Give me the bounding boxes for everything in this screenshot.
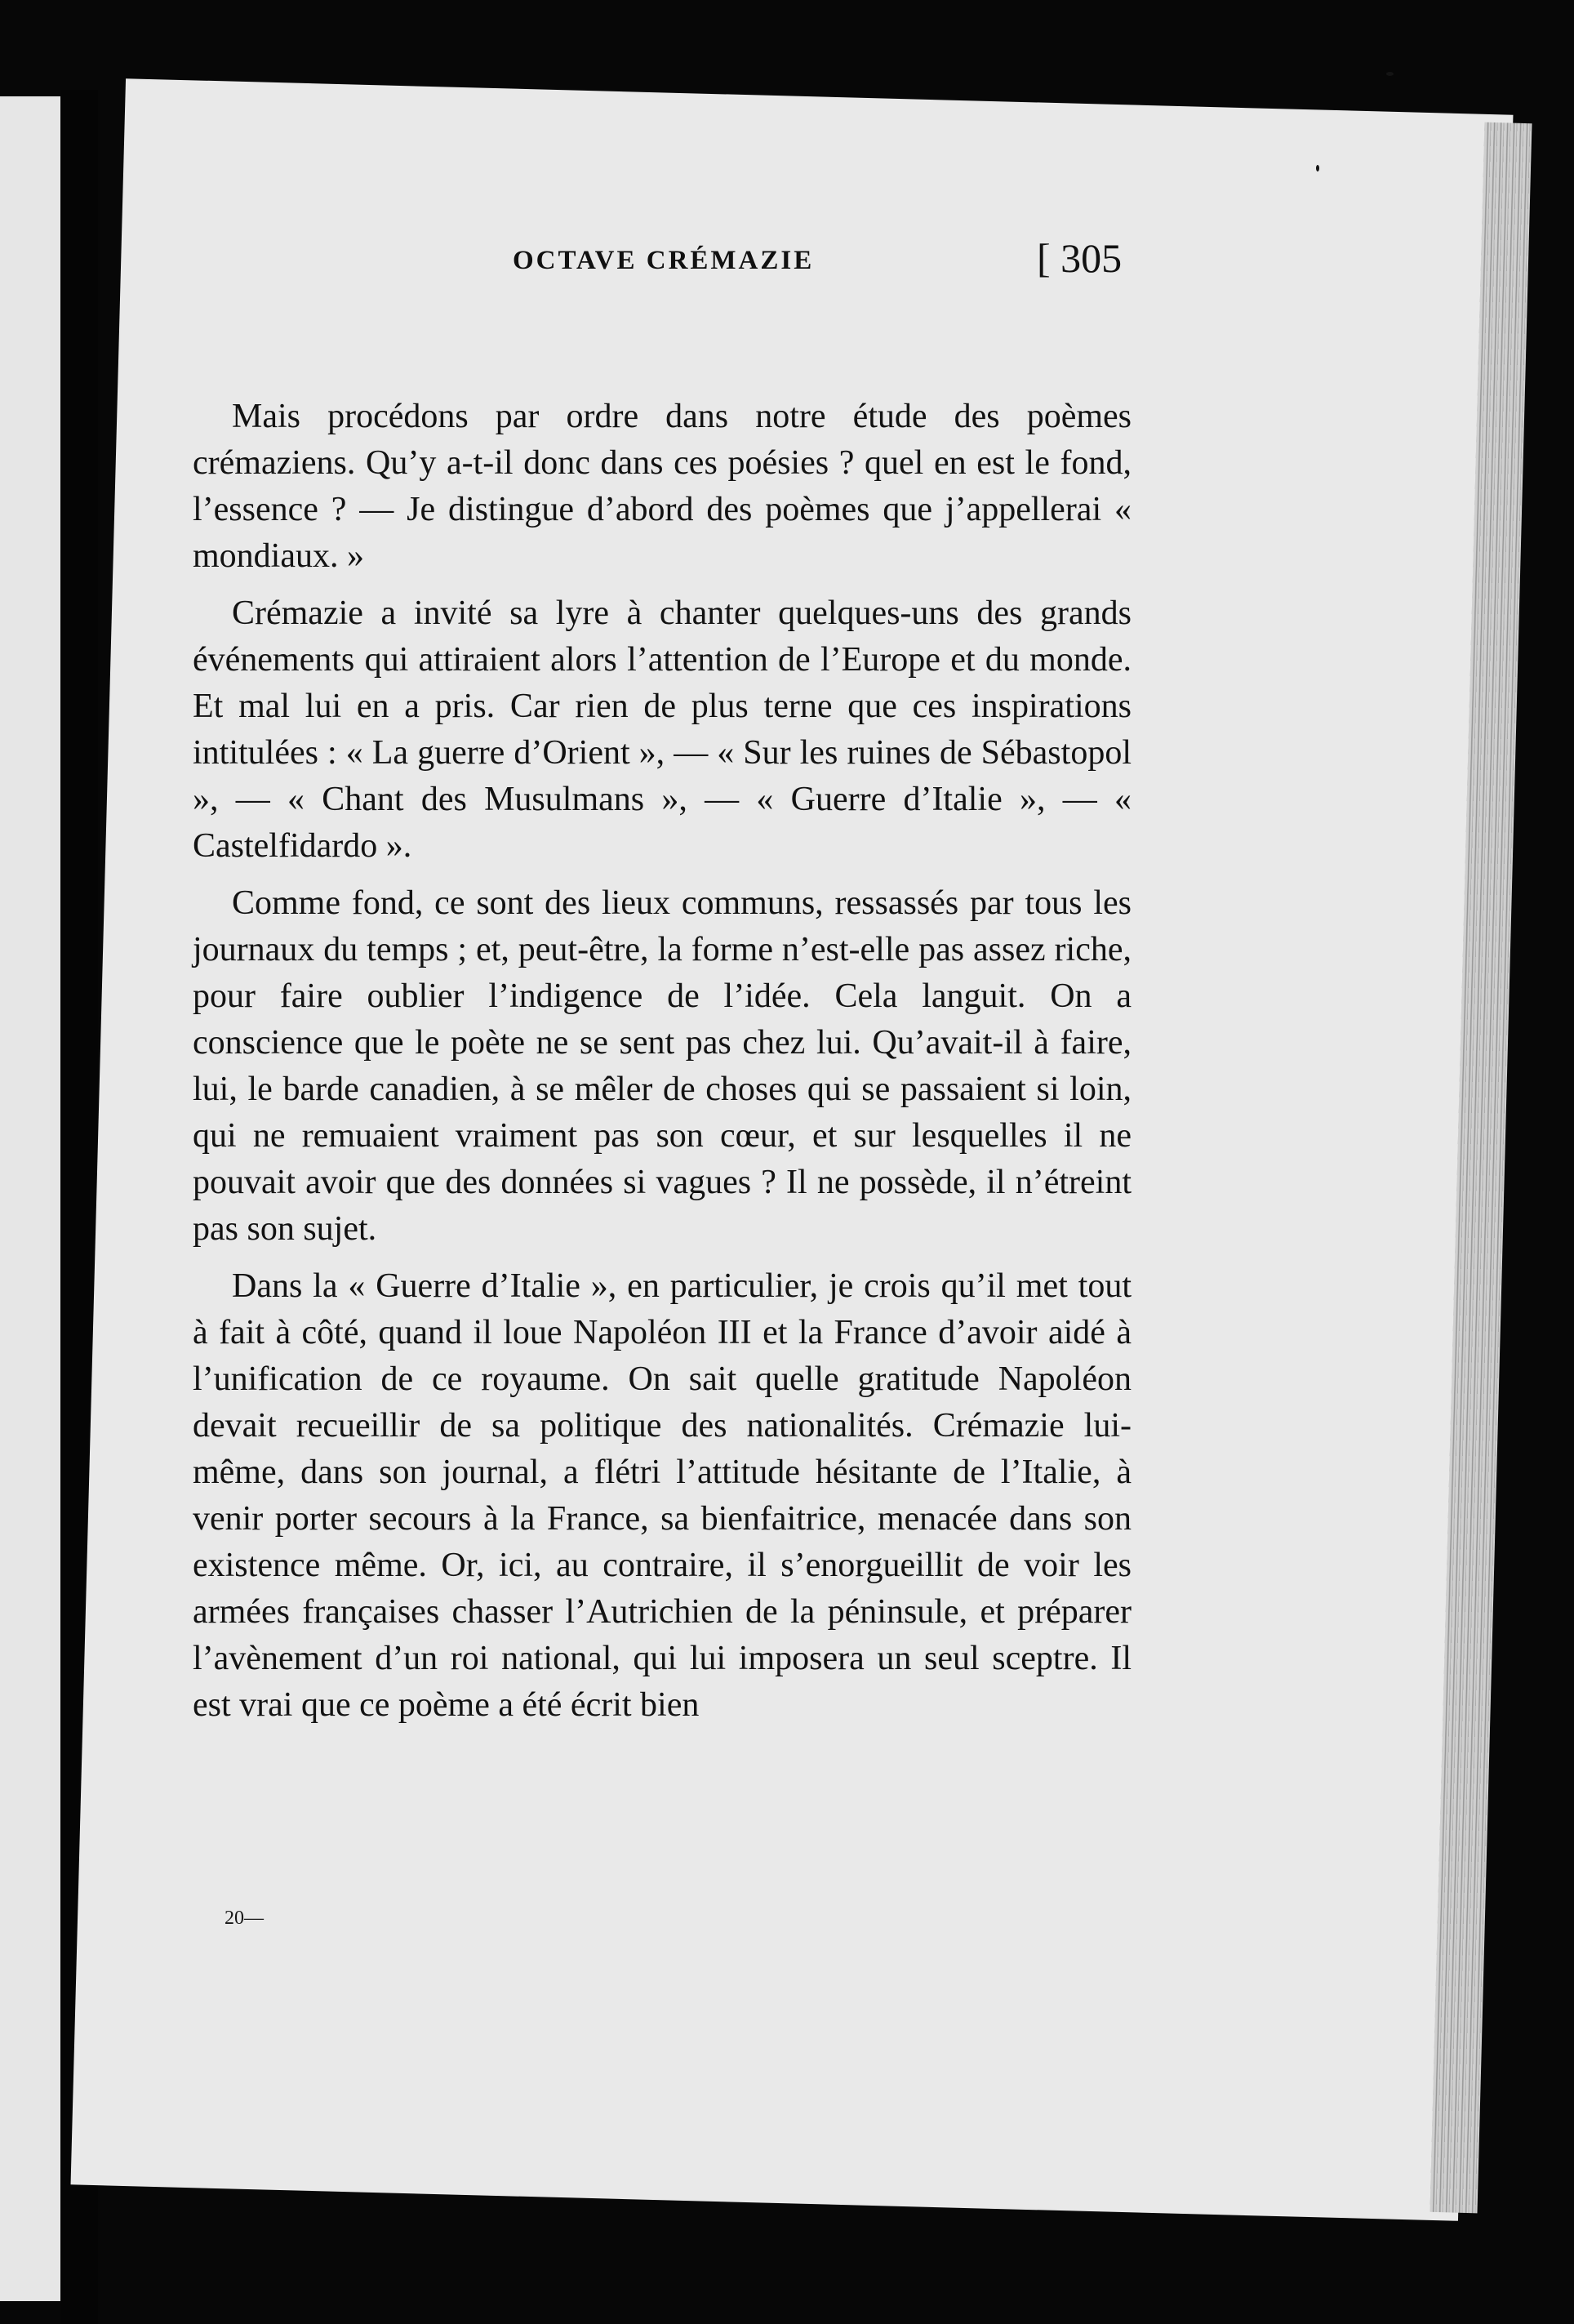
page-number: [ 305 <box>1037 235 1123 281</box>
scan-dust-mark <box>1316 165 1319 171</box>
paragraph: Crémazie a invité sa lyre à chanter quelques-uns des grands événements qui attiraient alors l’attention de l’Europe et du monde. Et mal lui en a pris. Car rien de plus terne que ces inspirations intitulées : « La guerre d’Orient », — « Sur les ruines de Sébastopol », — « Chant des Musulmans », — « Guerre d’Italie », — « Castelfidardo ». <box>193 594 1132 865</box>
page-header <box>416 234 1167 292</box>
paragraph: Mais procédons par ordre dans notre étude des poèmes crémaziens. Qu’y a-t-il donc dans ces poésies ? quel en est le fond, l’essence ? — Je distingue d’abord des poèmes que j’appellerai « mondiaux. » <box>193 398 1132 575</box>
paragraph: Dans la « Guerre d’Italie », en particulier, je crois qu’il met tout à fait à côté, quand il loue Napoléon III et la France d’avoir aidé à l’unification de ce royaume. On sait quelle gratitude Napoléon devait recueillir de sa politique des nationalités. Crémazie lui-même, dans son journal, a flétri l’attitude hésitante de l’Italie, à venir porter secours à la France, sa bienfaitrice, menacée dans son existence même. Or, ici, au contraire, il s’enorgueillit de voir les armées françaises chasser l’Autrichien de la péninsule, et préparer l’avènement d’un roi national, qui lui imposera un seul sceptre. Il est vrai que ce poème a été écrit bien <box>193 1267 1132 1724</box>
paragraph: Comme fond, ce sont des lieux communs, ressassés par tous les journaux du temps ; et, peut-être, la forme n’est-elle pas assez riche, pour faire oublier l’indigence de l’idée. Cela languit. On a conscience que le poète ne se sent pas chez lui. Qu’avait-il à faire, lui, le barde canadien, à se mêler de choses qui se passaient si loin, qui ne remuaient vraiment pas son cœur, et sur lesquelles il ne pouvait avoir que des données si vagues ? Il ne possède, il n’étreint pas son sujet. <box>193 884 1132 1248</box>
scan-dust-mark <box>1386 72 1394 76</box>
signature-mark: 20— <box>225 1908 264 1929</box>
running-head: OCTAVE CRÉMAZIE <box>513 246 815 275</box>
body-text <box>193 394 1132 1739</box>
left-page-edge <box>0 96 60 2301</box>
